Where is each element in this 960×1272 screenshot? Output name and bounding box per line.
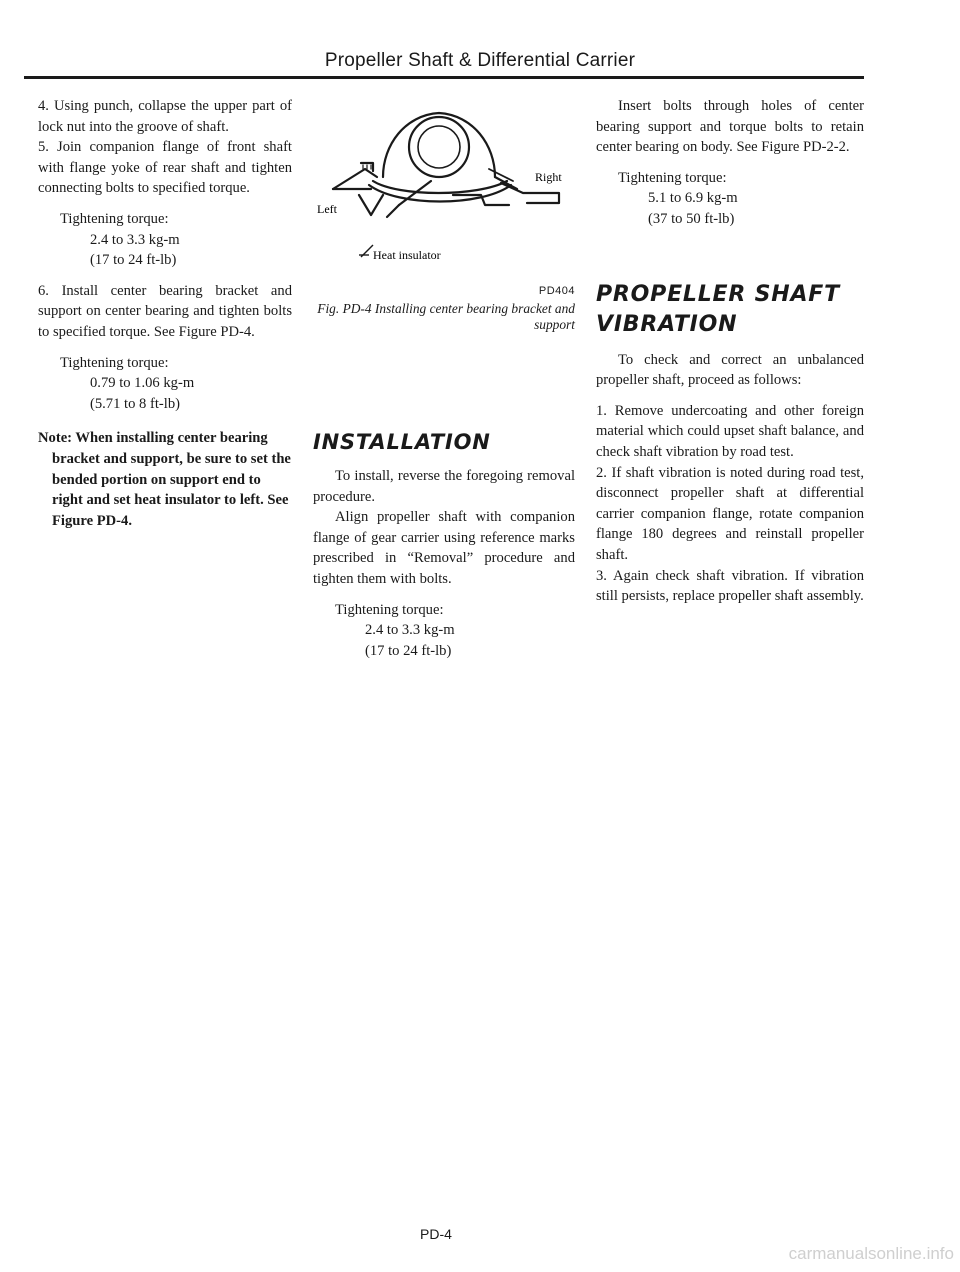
torque-value: (5.71 to 8 ft-lb) <box>90 395 180 412</box>
vibration-intro: To check and correct an unbalanced propeller shaft, proceed as follows: <box>596 351 864 389</box>
torque-label: Tightening torque: <box>618 169 727 186</box>
label-right: Right <box>535 170 562 184</box>
torque-label: Tightening torque: <box>60 354 169 371</box>
vibration-heading-line-1: PROPELLER SHAFT <box>596 281 840 307</box>
header-rule <box>24 76 864 79</box>
column-left <box>38 96 292 531</box>
page-number: PD-4 <box>420 1226 452 1242</box>
torque-value: 2.4 to 3.3 kg-m <box>365 622 455 639</box>
center-bearing-diagram <box>313 85 575 280</box>
torque-value: (17 to 24 ft-lb) <box>90 252 177 269</box>
column-middle <box>313 428 575 661</box>
torque-value: 2.4 to 3.3 kg-m <box>90 231 180 248</box>
torque-value: 5.1 to 6.9 kg-m <box>648 190 738 207</box>
vibration-heading-line-2: VIBRATION <box>596 311 738 337</box>
column-right <box>596 96 864 607</box>
label-heat-insulator: Heat insulator <box>373 248 441 262</box>
step-6-text: 6. Install center bearing bracket and support on center bearing and tighten bolts to specified torque. See Figure PD-4. <box>38 282 292 340</box>
step-5-text: 5. Join companion flange of front shaft with flange yoke of rear shaft and tighten connecting bolts to specified torque. <box>38 139 292 197</box>
note-text: Note: When installing center bearing bracket and support, be sure to set the bended portion on support end to right and set heat insulator to left. See Figure PD-4. <box>38 430 291 529</box>
vibration-step-1: 1. Remove undercoating and other foreign material which could upset shaft balance, and check shaft vibration by road test. <box>596 402 864 460</box>
torque-value: (17 to 24 ft-lb) <box>365 642 452 659</box>
torque-value: (37 to 50 ft-lb) <box>648 210 735 227</box>
vibration-heading <box>596 280 864 340</box>
figure-pd-4 <box>313 85 575 335</box>
installation-para-1: To install, reverse the foregoing removal procedure. <box>313 468 575 505</box>
torque-label: Tightening torque: <box>60 210 169 227</box>
vibration-step-2: 2. If shaft vibration is noted during road test, disconnect propeller shaft at differential carrier companion flange, rotate companion flange 180 degrees and reinstall propeller shaft. <box>596 464 864 563</box>
installation-para-2: Align propeller shaft with companion flange of gear carrier using reference marks prescribed in “Removal” procedure and tighten them with bolts. <box>313 509 575 587</box>
figure-caption: Fig. PD-4 Installing center bearing bracket and support <box>317 301 575 332</box>
watermark: carmanualsonline.info <box>788 1244 954 1263</box>
page-header-title: Propeller Shaft & Differential Carrier <box>324 50 636 71</box>
torque-value: 0.79 to 1.06 kg-m <box>90 375 195 392</box>
col3-para-1: Insert bolts through holes of center bearing support and torque bolts to retain center bearing on body. See Figure PD-2-2. <box>596 98 864 156</box>
step-4-text: 4. Using punch, collapse the upper part of lock nut into the groove of shaft. <box>38 98 292 135</box>
figure-code: PD404 <box>538 285 575 297</box>
torque-label: Tightening torque: <box>335 601 444 618</box>
label-left: Left <box>317 202 337 216</box>
installation-heading: INSTALLATION <box>313 430 491 454</box>
vibration-step-3: 3. Again check shaft vibration. If vibration still persists, replace propeller shaft assembly. <box>596 567 864 605</box>
